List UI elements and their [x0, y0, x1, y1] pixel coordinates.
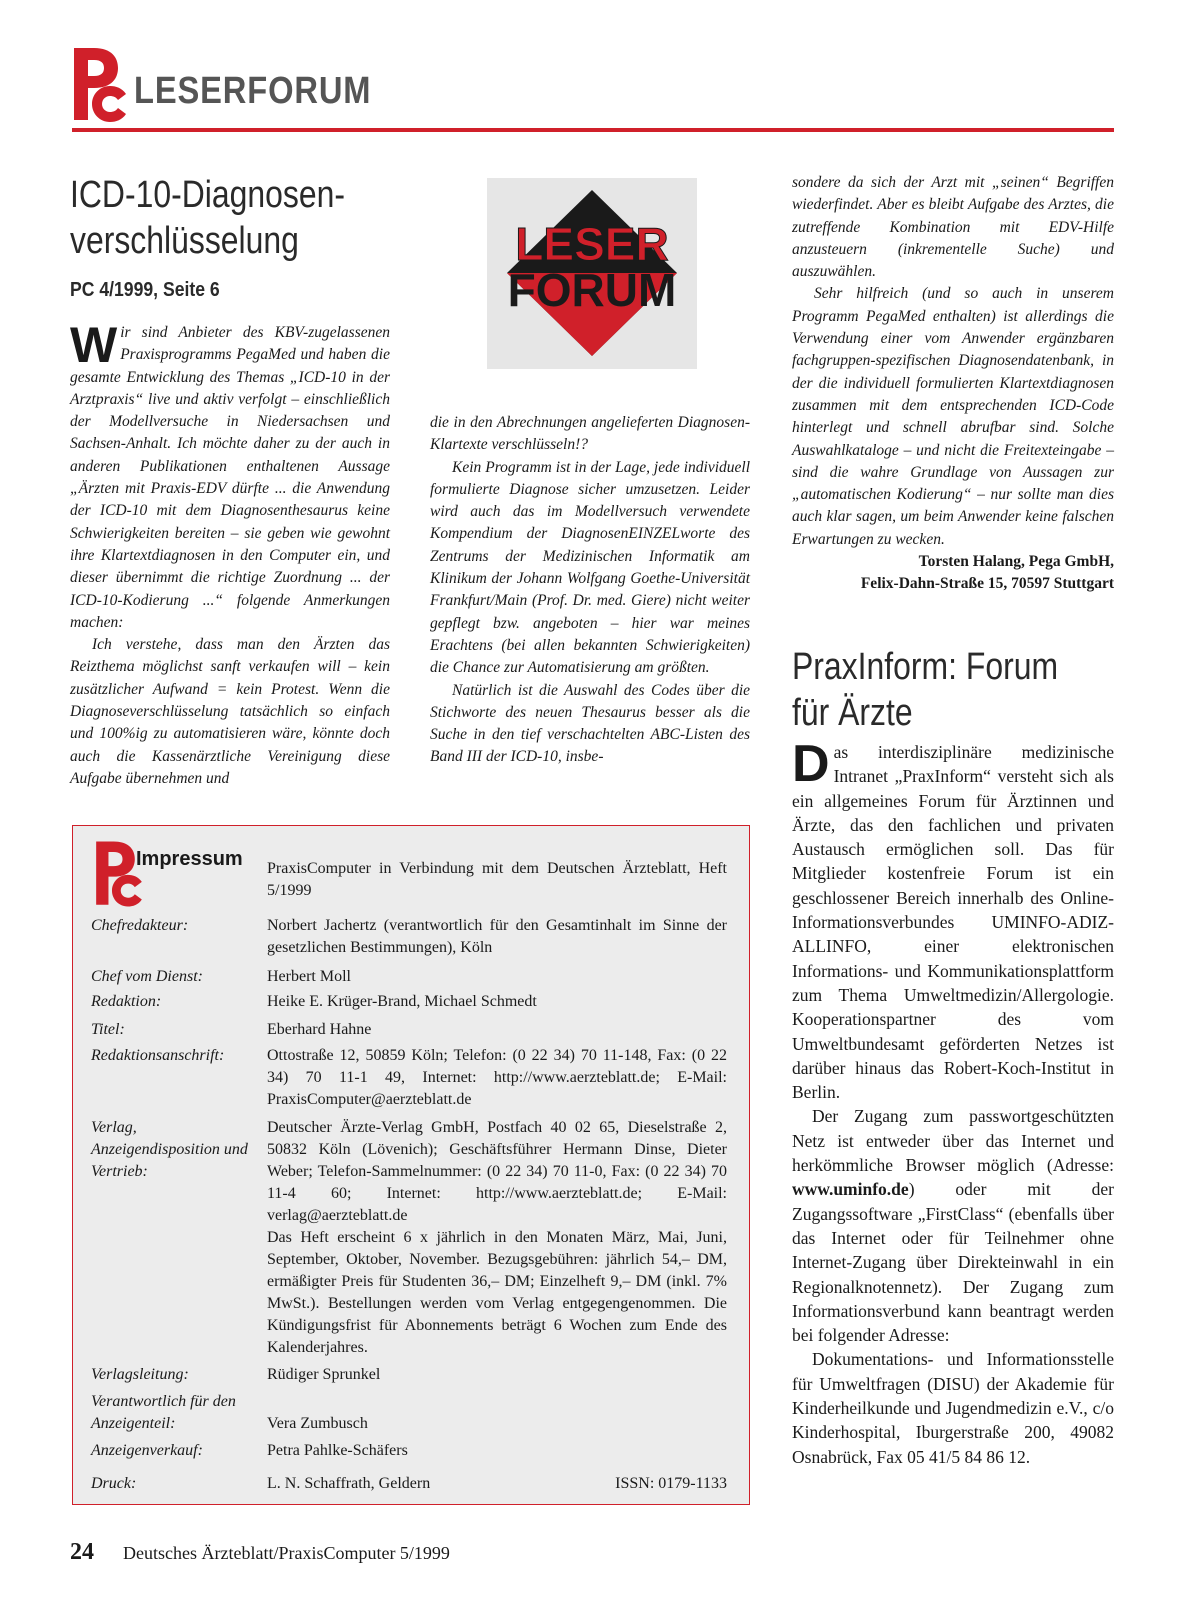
impressum-label-verlagsleitung: Verlagsleitung: [91, 1366, 189, 1383]
impressum-label-anzeigenteil: Verantwortlich für den Anzeigenteil: [91, 1393, 236, 1432]
impressum-title: Impressum [136, 848, 243, 870]
article1-col2-p1: die in den Abrechnungen angelieferten Diagnosen-Klartexte verschlüsseln!? [430, 414, 750, 454]
article2-headline-line1: PraxInform: Forum [792, 646, 1059, 688]
article1-signature-line1: Torsten Halang, Pega GmbH, [918, 553, 1114, 571]
impressum-druck-name: L. N. Schaffrath, Geldern [267, 1475, 431, 1492]
footer-publication: Deutsches Ärzteblatt/PraxisComputer 5/1999 [123, 1543, 450, 1563]
header-rule [72, 128, 1114, 132]
impressum-value-redaktionsanschrift: Ottostraße 12, 50859 Köln; Telefon: (0 22 34) 70 11-148, Fax: (0 22 34) 70 11-1 49, Internet: http://www.aerzteblatt.de; E-Mail: PraxisComputer@aerzteblatt.de [267, 1047, 727, 1108]
impressum-value-chef-vom-dienst: Herbert Moll [267, 968, 351, 985]
article1-column2 [430, 412, 750, 769]
article1-col3-p2: Sehr hilfreich (und so auch in unserem Programm PegaMed enthalten) ist allerdings die Verwendung einer vom Anwender ergänzbaren fachgruppen-spezifischen Diagnosendatenbank, in der die individuell formulierten Klartextdiagnosen zusammen mit dem entsprechenden ICD-Code hinterlegt und schnell abrufbar sind. Solche Auswahlkataloge – und nicht die Freitexteingabe – sind die wahre Grundlage von Aussagen zur „automatischen Kodierung“ – nur sollte man dies auch klar sagen, um beim Anwender keine falschen Erwartungen zu wecken. [792, 285, 1114, 548]
image-text-line2: FORUM [507, 264, 677, 316]
impressum-label-titel: Titel: [91, 1021, 125, 1038]
impressum-label-chefredakteur: Chefredakteur: [91, 917, 189, 934]
impressum-intro: PraxisComputer in Verbindung mit dem Deutschen Ärzteblatt, Heft 5/1999 [267, 860, 727, 899]
article1-col3-p1: sondere da sich der Arzt mit „seinen“ Begriffen wiederfindet. Aber es bleibt Aufgabe des Arztes, die zutreffende Kombination mit EDV-Hilfe anzusteuern (inkrementelle Suche) und auszuwählen. [792, 174, 1114, 281]
article1-col1-p2: Ich verstehe, dass man den Ärzten das Reizthema möglichst sanft verkaufen will – kein zusätzlicher Aufwand = kein Protest. Wenn die Diagnoseverschlüsselung tatsächlich so einfach und 100%ig zu automatisieren wäre, könnte doch auch die Kassenärztliche Vereinigung diese Aufgabe übernehmen und [70, 636, 390, 787]
impressum-issn: ISSN: 0179-1133 [615, 1475, 727, 1492]
article2-url[interactable]: www.uminfo.de [792, 1179, 909, 1200]
article1-col2-p3: Natürlich ist die Auswahl des Codes über die Stichworte des neuen Thesaurus besser als die Suche in den tief verschachtelten ABC-Listen des Band III der ICD-10, insbe- [430, 681, 750, 766]
article1-col2-p2: Kein Programm ist in der Lage, jede individuell formulierte Diagnose sicher umzusetzen. Leider wird auch das im Modellversuch verwendete Kompendium der DiagnosenEINZELworte des Zentrums der Medizinischen Informatik am Klinikum der Johann Wolfgang Goethe-Universität Frankfurt/Main (Prof. Dr. med. Giere) nicht weiter gepflegt bzw. angeboten – hier war meines Erachtens (bei allen bekannten Schwierigkeiten) die Chance zur Automatisierung am größten. [430, 458, 750, 677]
article1-col1-p1: ir sind Anbieter des KBV-zugelassenen Praxisprogramms PegaMed und haben die gesamte Entwicklung des Themas „ICD-10 in der Arztpraxis“ live und aktiv verfolgt – einschließlich der Modellversuche in Niedersachsen und Sachsen-Anhalt. Ich möchte daher zu der auch in anderen Publikationen enthaltenen Aussage „Ärzten mit Praxis-EDV dürfte ... die Anwendung der ICD-10 mit dem Diagnosenthesaurus keine Schwierigkeiten bereiten – sie geben wie gewohnt ihre Klartextdiagnosen in den Computer ein, und dieser übernimmt die richtige Zuordnung ... der ICD-10-Kodierung ...“ folgende Anmerkungen machen: [70, 324, 390, 631]
article1-headline-line1: ICD-10-Diagnosen- [70, 174, 345, 216]
impressum-label-redaktionsanschrift: Redaktionsanschrift: [91, 1047, 225, 1064]
article2-p2-pre: Der Zugang zum passwortgeschützten Netz ist entweder über das Internet und herkömmliche Browser möglich (Adresse: [792, 1106, 1114, 1176]
article2-p3: Dokumentations- und Informationsstelle für Umweltfragen (DISU) der Akademie für Kinderheilkunde und Jugendmedizin e.V., c/o Kinderhospital, Iburgerstraße 200, 49082 Osnabrück, Fax 05 41/5 84 86 12. [792, 1349, 1114, 1467]
impressum-value-anzeigenverkauf: Petra Pahlke-Schäfers [267, 1442, 408, 1459]
impressum-label-druck: Druck: [91, 1475, 137, 1492]
impressum-value-chefredakteur: Norbert Jachertz (verantwortlich für den Gesamtinhalt im Sinne der gesetzlichen Bestimmungen), Köln [267, 917, 727, 956]
article2-body [792, 735, 1114, 1469]
article1-reference: PC 4/1999, Seite 6 [70, 279, 220, 301]
impressum-value-redaktion: Heike E. Krüger-Brand, Michael Schmedt [267, 993, 537, 1010]
leserforum-image [487, 178, 697, 369]
impressum-label-anzeigenverkauf: Anzeigenverkauf: [91, 1442, 203, 1459]
impressum-value-druck [267, 1473, 727, 1495]
impressum-verlag-subscription: Das Heft erscheint 6 x jährlich in den Monaten März, Mai, Juni, September, Oktober, November. Bezugsgebühren: jährlich 54,– DM, ermäßigter Preis für Studenten 36,– DM; Einzelheft 9,– DM (inkl. 7% MwSt.). Bestellungen werden vom Verlag entgegengenommen. Die Kündigungsfrist für Abonnements beträgt 6 Wochen zum Ende des Kalenderjahres. [267, 1229, 727, 1356]
impressum-value-verlag [267, 1117, 727, 1359]
impressum-value-anzeigenteil: Vera Zumbusch [267, 1415, 368, 1432]
impressum-label-redaktion: Redaktion: [91, 993, 162, 1010]
image-text-line1: LESER [515, 218, 669, 270]
impressum-value-verlagsleitung: Rüdiger Sprunkel [267, 1366, 381, 1383]
article1-signature-line2: Felix-Dahn-Straße 15, 70597 Stuttgart [860, 575, 1114, 593]
article1-column1 [70, 317, 390, 790]
pc-logo-icon [72, 44, 128, 126]
page-number: 24 [70, 1539, 94, 1565]
article2-p2-post: ) oder mit der Zugangssoftware „FirstClass“ (ebenfalls über das Internet oder für Teilnehmer ohne Internet-Zugang über Direkteinwahl in ein Regionalknotennetz). Der Zugang zum Informationsverbund kann beantragt werden bei folgender Adresse: [792, 1179, 1114, 1346]
impressum-label-verlag: Verlag, Anzeigendisposition und Vertrieb: [91, 1119, 248, 1180]
article2-dropcap: D [792, 735, 830, 793]
article1-column3 [792, 172, 1114, 596]
article2-p1: as interdisziplinäre medizinische Intranet „PraxInform“ versteht sich als ein allgemeines Forum für Ärztinnen und Ärzte, das den fachlichen und privaten Austausch ermöglichen soll. Das für Mitglieder kostenfreie Forum ist ein geschlossener Bereich innerhalb des Online-Informationsverbundes UMINFO-ADIZ-ALLINFO, einer elektronischen Informations- und Kommunikationsplattform zum Thema Umweltmedizin/Allergologie. Kooperationspartner des vom Umweltbundesamt geförderten Netzes ist darüber hinaus das Robert-Koch-Institut in Berlin. [792, 742, 1114, 1103]
impressum-value-titel: Eberhard Hahne [267, 1021, 372, 1038]
article1-dropcap: W [70, 317, 118, 373]
article1-headline-line2: verschlüsselung [70, 220, 299, 262]
impressum-verlag-address: Deutscher Ärzte-Verlag GmbH, Postfach 40 02 65, Dieselstraße 2, 50832 Köln (Lövenich); Geschäftsführer Hermann Dinse, Dieter Weber; Telefon-Sammelnummer: (0 22 34) 70 11-0, Fax: (0 22 34) 70 11-4 60; Internet: http://www.aerzteblatt.de; E-Mail: verlag@aerzteblatt.de [267, 1119, 727, 1224]
section-label: LESERFORUM [134, 70, 372, 112]
article2-headline-line2: für Ärzte [792, 692, 913, 734]
leserforum-diamond-icon [487, 178, 697, 369]
impressum-label-chef-vom-dienst: Chef vom Dienst: [91, 968, 203, 985]
